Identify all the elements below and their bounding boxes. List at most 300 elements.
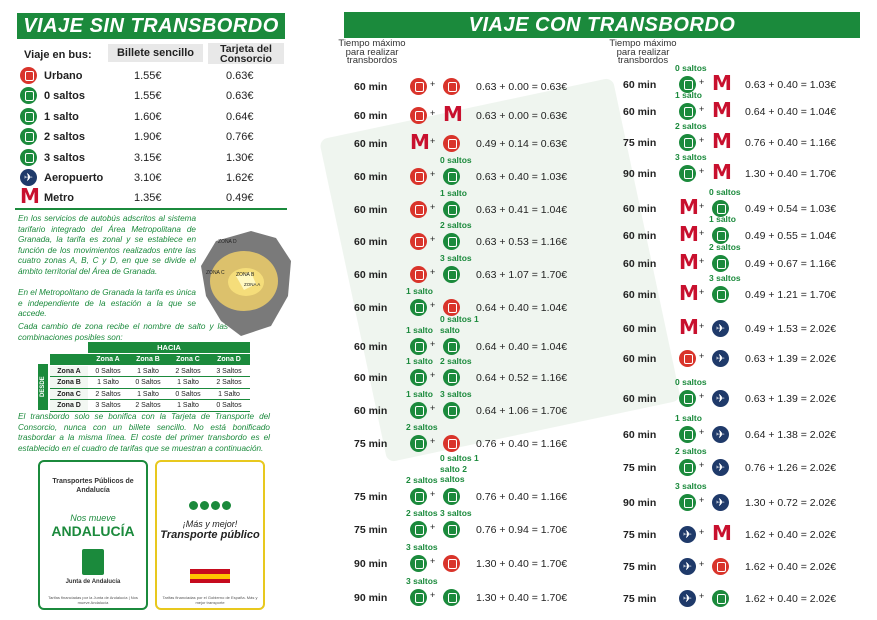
salto-label-b: 2 saltos <box>440 220 472 230</box>
col-billete: Billete sencillo <box>108 44 203 62</box>
metro-icon <box>712 76 729 93</box>
transfer-row <box>623 556 877 578</box>
logo1-slogan: Nos mueve <box>70 513 116 523</box>
transfer-row <box>623 318 877 340</box>
zone-header: Zona B <box>128 354 168 366</box>
transfer-calc: 0.49 + 0.55 = 1.04€ <box>745 230 837 242</box>
transfer-row <box>354 453 614 508</box>
plus-sign: + <box>699 166 705 176</box>
plane-icon <box>712 390 729 407</box>
plus-sign: + <box>430 202 436 212</box>
bus-green-icon <box>679 494 696 511</box>
transfer-row <box>354 314 614 358</box>
plus-sign: + <box>430 522 436 532</box>
zone-cell: Zona C <box>50 389 88 401</box>
fare-card: 0.63€ <box>226 70 254 82</box>
bus-green-icon <box>679 459 696 476</box>
transfer-calc: 0.64 + 1.06 = 1.70€ <box>476 405 568 417</box>
plus-sign: + <box>430 300 436 310</box>
fare-card: 1.30€ <box>226 151 254 164</box>
bus-red-icon <box>443 435 460 452</box>
bus-green-icon <box>443 521 460 538</box>
col-viaje: Viaje en bus: <box>24 49 92 61</box>
transfer-calc: 0.49 + 0.67 = 1.16€ <box>745 258 837 270</box>
bus-red-icon <box>443 78 460 95</box>
fare-card: 0.63€ <box>226 90 254 103</box>
salto-label-a: 2 saltos <box>406 475 438 485</box>
fare-row <box>18 188 286 208</box>
paragraph-transbordo: El transbordo solo se bonifica con la Tarjeta de Transporte del Consorcio, nunca con un billete sencillo. No está bonificado trasbordar a la misma línea. El coste del primer transbordo es el establecido en el cuadro de tarifas que se muestran a continuación. <box>18 412 270 453</box>
plus-sign: + <box>699 135 705 145</box>
transport-dots-icon <box>157 497 263 515</box>
plus-sign: + <box>699 527 705 537</box>
transfer-calc: 0.63 + 0.40 = 1.03€ <box>476 171 568 183</box>
bus-green-icon <box>20 128 37 145</box>
transfer-time: 90 min <box>623 168 657 180</box>
transfer-time: 60 min <box>354 341 388 353</box>
logo-gobierno-espana <box>155 460 265 610</box>
salto-label-a: 2 saltos <box>406 508 438 518</box>
fare-table <box>18 42 286 209</box>
transfer-row <box>354 105 614 127</box>
salto-label-a: 3 saltos <box>675 481 707 491</box>
bus-green-icon <box>20 108 37 125</box>
fare-row <box>18 127 286 147</box>
fare-single: 1.90€ <box>134 131 162 144</box>
zone-cell: 1 Salto <box>88 377 128 389</box>
metro-icon <box>443 107 460 124</box>
transfer-row <box>354 253 614 286</box>
bus-green-icon <box>410 299 427 316</box>
zone-header: Zona D <box>208 354 250 366</box>
zone-cell: 2 Saltos <box>208 377 250 389</box>
transfer-row <box>354 133 614 155</box>
salto-label-b: 0 saltos <box>709 187 741 197</box>
transfer-row <box>623 273 877 306</box>
transfer-row <box>623 63 877 96</box>
fare-row <box>18 107 286 127</box>
plus-sign: + <box>430 339 436 349</box>
transfer-calc: 1.62 + 0.40 = 2.02€ <box>745 561 837 573</box>
transfer-calc: 0.49 + 0.54 = 1.03€ <box>745 203 837 215</box>
paragraph-metro: En el Metropolitano de Granada la tarifa es única e independiente de la estación a la que se accede. <box>18 288 196 318</box>
bus-green-icon <box>443 233 460 250</box>
transfer-calc: 0.76 + 0.40 = 1.16€ <box>476 491 568 503</box>
metro-icon <box>712 103 729 120</box>
bus-green-icon <box>410 488 427 505</box>
transfer-calc: 0.49 + 1.53 = 2.02€ <box>745 323 837 335</box>
transfer-time: 90 min <box>354 592 388 604</box>
plane-icon <box>712 426 729 443</box>
bus-green-icon <box>443 402 460 419</box>
transfer-row <box>623 121 877 154</box>
transfer-time: 60 min <box>623 429 657 441</box>
transfer-row <box>354 542 614 575</box>
transfer-time: 75 min <box>623 529 657 541</box>
bus-red-icon <box>712 558 729 575</box>
plus-sign: + <box>699 104 705 114</box>
transfer-time: 60 min <box>623 353 657 365</box>
plus-sign: + <box>430 590 436 600</box>
transfer-calc: 0.63 + 1.07 = 1.70€ <box>476 269 568 281</box>
plus-sign: + <box>430 267 436 277</box>
fare-card: 0.76€ <box>226 131 254 144</box>
plus-sign: + <box>699 201 705 211</box>
salto-label-a: 2 saltos <box>406 422 438 432</box>
zone-cell: 0 Saltos <box>208 400 250 412</box>
metro-icon <box>410 135 427 152</box>
salto-label-b: 0 saltos <box>440 155 472 165</box>
transfer-time: 60 min <box>354 405 388 417</box>
salto-label-b: 0 saltos 1 salto 2 saltos <box>440 453 479 484</box>
fare-row <box>18 86 286 106</box>
transfer-calc: 0.63 + 0.41 = 1.04€ <box>476 204 568 216</box>
transfer-time: 60 min <box>623 230 657 242</box>
bus-green-icon <box>20 149 37 166</box>
title-con-transbordo: VIAJE CON TRANSBORDO <box>344 12 860 38</box>
fare-single: 1.60€ <box>134 110 162 123</box>
logo2-title: Transporte público <box>160 529 260 541</box>
bus-green-icon <box>712 255 729 272</box>
plus-sign: + <box>699 460 705 470</box>
fare-single: 1.55€ <box>134 90 162 103</box>
zone-table-desde: DESDE <box>38 364 48 410</box>
transfer-row <box>354 188 614 221</box>
bus-green-icon <box>410 369 427 386</box>
zone-cell: 1 Salto <box>208 389 250 401</box>
fare-label: 0 saltos <box>44 90 85 103</box>
salto-label-a: 3 saltos <box>406 542 438 552</box>
salto-label-a: 1 salto <box>675 413 702 423</box>
transfer-calc: 0.49 + 0.14 = 0.63€ <box>476 138 568 150</box>
plus-sign: + <box>699 287 705 297</box>
fare-single: 3.10€ <box>134 171 162 184</box>
bus-red-icon <box>410 201 427 218</box>
metro-icon <box>679 255 696 272</box>
transfer-time: 75 min <box>623 462 657 474</box>
transfer-row <box>623 242 877 275</box>
transfer-row <box>354 389 614 422</box>
zone-cell: 0 Saltos <box>88 366 128 378</box>
bus-green-icon <box>443 201 460 218</box>
zone-cell: 0 Saltos <box>168 389 208 401</box>
transfer-row <box>623 446 877 479</box>
fare-row <box>18 66 286 86</box>
transfer-time: 60 min <box>623 289 657 301</box>
plus-sign: + <box>430 169 436 179</box>
bus-red-icon <box>410 266 427 283</box>
bus-green-icon <box>679 426 696 443</box>
transfer-row <box>623 187 877 220</box>
bus-red-icon <box>410 107 427 124</box>
transfer-time: 75 min <box>623 561 657 573</box>
bus-green-icon <box>443 266 460 283</box>
plane-icon <box>679 526 696 543</box>
fare-label: 3 saltos <box>44 151 85 164</box>
transfer-row <box>354 422 614 455</box>
logo-junta-andalucia <box>38 460 148 610</box>
bus-green-icon <box>679 134 696 151</box>
transfer-row <box>623 90 877 123</box>
salto-label-b: 3 saltos <box>709 273 741 283</box>
salto-label-b: 2 saltos <box>440 356 472 366</box>
plane-icon <box>712 459 729 476</box>
transfer-row <box>354 220 614 253</box>
transfer-time: 60 min <box>354 236 388 248</box>
fare-label: Urbano <box>44 70 83 82</box>
metro-icon <box>679 200 696 217</box>
transfer-time: 60 min <box>354 269 388 281</box>
plane-icon <box>679 558 696 575</box>
plane-icon <box>712 350 729 367</box>
bus-red-icon <box>679 350 696 367</box>
salto-label-a: 1 salto <box>406 325 433 335</box>
plus-sign: + <box>699 427 705 437</box>
metro-icon <box>679 227 696 244</box>
transfer-time: 60 min <box>623 393 657 405</box>
zone-cell: 0 Saltos <box>128 377 168 389</box>
salto-label-b: 2 saltos <box>709 242 741 252</box>
transfer-time: 75 min <box>354 491 388 503</box>
column-header-right: Tiempo máximo para realizar transbordos <box>609 38 677 66</box>
transfer-row <box>623 377 877 410</box>
junta-emblem-icon <box>82 549 104 575</box>
zone-table <box>50 354 250 412</box>
plus-sign: + <box>699 351 705 361</box>
zone-table-hacia: HACIA <box>88 342 250 353</box>
transfer-time: 60 min <box>354 204 388 216</box>
transfer-calc: 0.49 + 1.21 = 1.70€ <box>745 289 837 301</box>
transfer-calc: 0.63 + 0.00 = 0.63€ <box>476 81 568 93</box>
fare-label: Aeropuerto <box>44 171 104 184</box>
transfer-time: 60 min <box>354 302 388 314</box>
transfer-time: 90 min <box>623 497 657 509</box>
bus-green-icon <box>443 168 460 185</box>
zone-cell: 1 Salto <box>168 377 208 389</box>
transfer-row <box>623 588 877 610</box>
transfer-calc: 0.64 + 0.40 = 1.04€ <box>745 106 837 118</box>
transfer-row <box>354 576 614 609</box>
transfer-calc: 0.64 + 1.38 = 2.02€ <box>745 429 837 441</box>
transfer-row <box>623 413 877 446</box>
salto-label-a: 2 saltos <box>675 121 707 131</box>
fare-label: 2 saltos <box>44 131 85 144</box>
plus-sign: + <box>699 77 705 87</box>
salto-label-b: 3 saltos <box>440 253 472 263</box>
logo2-footer: Tarifas financiadas por el Gobierno de España. Más y mejor transporte <box>162 595 258 605</box>
fare-card: 0.49€ <box>226 192 254 205</box>
transfer-calc: 1.30 + 0.40 = 1.70€ <box>476 558 568 570</box>
plus-sign: + <box>430 108 436 118</box>
paragraph-zonal: En los servicios de autobús adscritos al sistema tarifario integrado del Área Metropolitana de Granada, la tarifa es zonal y se establece en función de los movimientos realizados entre las cuatro zonas A, B, C y D, en que se divide el ámbito territorial del Área de Granada. <box>18 214 196 276</box>
bus-green-icon <box>679 165 696 182</box>
plus-sign: + <box>430 370 436 380</box>
plane-icon <box>679 590 696 607</box>
metro-icon <box>712 134 729 151</box>
transfer-time: 75 min <box>354 438 388 450</box>
salto-label-b: 0 saltos 1 salto <box>440 314 479 335</box>
transfer-time: 75 min <box>354 524 388 536</box>
fare-card: 0.64€ <box>226 110 254 123</box>
salto-label-a: 1 salto <box>406 389 433 399</box>
transfer-time: 60 min <box>354 138 388 150</box>
fare-table-header <box>18 42 286 66</box>
plane-icon <box>712 320 729 337</box>
transfer-calc: 0.76 + 1.26 = 2.02€ <box>745 462 837 474</box>
zone-cell: 1 Salto <box>128 389 168 401</box>
fare-row <box>18 148 286 168</box>
bus-red-icon <box>410 168 427 185</box>
zone-cell: 2 Saltos <box>168 366 208 378</box>
plus-sign: + <box>699 559 705 569</box>
transfer-calc: 1.30 + 0.40 = 1.70€ <box>476 592 568 604</box>
bus-green-icon <box>410 521 427 538</box>
transfer-row <box>623 481 877 514</box>
zone-cell: 2 Saltos <box>128 400 168 412</box>
transfer-time: 75 min <box>623 593 657 605</box>
spain-flag-icon <box>190 569 230 583</box>
zone-cell: Zona A <box>50 366 88 378</box>
plus-sign: + <box>430 234 436 244</box>
bus-green-icon <box>443 589 460 606</box>
transfer-calc: 0.76 + 0.94 = 1.70€ <box>476 524 568 536</box>
bus-green-icon <box>410 555 427 572</box>
logo1-title: Transportes Públicos de Andalucía <box>52 478 134 494</box>
transfer-calc: 0.63 + 1.39 = 2.02€ <box>745 393 837 405</box>
bus-green-icon <box>410 402 427 419</box>
column-header-left: Tiempo máximo para realizar transbordos <box>338 38 406 66</box>
bus-green-icon <box>712 286 729 303</box>
salto-label-b: 3 saltos <box>440 508 472 518</box>
plane-icon <box>712 494 729 511</box>
plus-sign: + <box>430 79 436 89</box>
zone-cell: 3 Saltos <box>208 366 250 378</box>
transfer-time: 60 min <box>623 79 657 91</box>
logo1-junta: Junta de Andalucía <box>65 579 121 585</box>
metro-icon <box>712 165 729 182</box>
plus-sign: + <box>430 403 436 413</box>
fare-single: 1.35€ <box>134 192 162 205</box>
salto-label-a: 0 saltos <box>675 63 707 73</box>
salto-label-a: 0 saltos <box>675 377 707 387</box>
transfer-calc: 0.63 + 0.53 = 1.16€ <box>476 236 568 248</box>
transfer-row <box>623 152 877 185</box>
transfer-time: 60 min <box>623 106 657 118</box>
fare-label: Metro <box>44 192 74 205</box>
transfer-row <box>623 214 877 247</box>
fare-single: 1.55€ <box>134 70 162 82</box>
salto-label-b: 3 saltos <box>440 389 472 399</box>
plus-sign: + <box>430 136 436 146</box>
transfer-time: 60 min <box>623 258 657 270</box>
transfer-time: 60 min <box>354 81 388 93</box>
transfer-time: 60 min <box>354 171 388 183</box>
fare-label: 1 salto <box>44 110 79 123</box>
bus-red-icon <box>443 135 460 152</box>
bus-green-icon <box>679 390 696 407</box>
transfer-calc: 0.64 + 0.40 = 1.04€ <box>476 341 568 353</box>
zone-map <box>196 226 296 338</box>
transfer-time: 75 min <box>623 137 657 149</box>
logo2-slogan: ¡Más y mejor! <box>182 519 238 529</box>
salto-label-a: 1 salto <box>675 90 702 100</box>
bus-green-icon <box>20 87 37 104</box>
metro-icon <box>679 320 696 337</box>
transfer-row <box>354 76 614 98</box>
bus-green-icon <box>443 338 460 355</box>
plus-sign: + <box>430 489 436 499</box>
bus-red-icon <box>20 67 37 84</box>
fare-row <box>18 168 286 188</box>
transfer-calc: 0.76 + 0.40 = 1.16€ <box>745 137 837 149</box>
zone-cell: 2 Saltos <box>88 389 128 401</box>
transfer-calc: 0.64 + 0.52 = 1.16€ <box>476 372 568 384</box>
plus-sign: + <box>430 436 436 446</box>
transfer-row <box>354 286 614 319</box>
map-label-b: ZONA B <box>236 272 255 278</box>
transfer-row <box>623 348 877 370</box>
map-label-a: ZONA A <box>244 282 261 287</box>
transfer-calc: 1.62 + 0.40 = 2.02€ <box>745 593 837 605</box>
plus-sign: + <box>699 256 705 266</box>
zone-cell: Zona B <box>50 377 88 389</box>
transfer-calc: 1.30 + 0.40 = 1.70€ <box>745 168 837 180</box>
transfer-time: 90 min <box>354 558 388 570</box>
zone-cell: 3 Saltos <box>88 400 128 412</box>
salto-label-b: 1 salto <box>709 214 736 224</box>
bus-green-icon <box>443 369 460 386</box>
bus-red-icon <box>443 555 460 572</box>
logo1-andalucia: ANDALUCÍA <box>51 523 135 539</box>
transfer-calc: 0.63 + 1.39 = 2.02€ <box>745 353 837 365</box>
transfer-calc: 1.30 + 0.72 = 2.02€ <box>745 497 837 509</box>
logo1-footer: Tarifas financiadas por la Junta de Andalucía | Nos mueve Andalucía <box>48 595 138 605</box>
salto-label-a: 3 saltos <box>675 152 707 162</box>
transfer-row <box>623 524 877 546</box>
metro-icon <box>20 189 37 206</box>
metro-icon <box>712 526 729 543</box>
bus-red-icon <box>410 233 427 250</box>
transfer-row <box>354 155 614 188</box>
plus-sign: + <box>699 495 705 505</box>
title-sin-transbordo: VIAJE SIN TRANSBORDO <box>17 13 285 39</box>
zone-header <box>50 354 88 366</box>
plus-sign: + <box>699 228 705 238</box>
bus-green-icon <box>443 488 460 505</box>
transfer-calc: 0.63 + 0.40 = 1.03€ <box>745 79 837 91</box>
fare-single: 3.15€ <box>134 151 162 164</box>
fare-card: 1.62€ <box>226 171 254 184</box>
transfer-time: 60 min <box>354 372 388 384</box>
transfer-calc: 0.64 + 0.40 = 1.04€ <box>476 302 568 314</box>
zone-header: Zona A <box>88 354 128 366</box>
salto-label-a: 1 salto <box>406 286 433 296</box>
transfer-time: 60 min <box>623 203 657 215</box>
zone-cell: 1 Salto <box>128 366 168 378</box>
zone-cell: Zona D <box>50 400 88 412</box>
bus-red-icon <box>410 78 427 95</box>
salto-label-a: 2 saltos <box>675 446 707 456</box>
transfer-calc: 1.62 + 0.40 = 2.02€ <box>745 529 837 541</box>
transfer-calc: 0.76 + 0.40 = 1.16€ <box>476 438 568 450</box>
zone-header: Zona C <box>168 354 208 366</box>
transfer-calc: 0.63 + 0.00 = 0.63€ <box>476 110 568 122</box>
plus-sign: + <box>699 391 705 401</box>
transfer-row <box>354 508 614 541</box>
map-label-d: ZONA D <box>218 239 237 245</box>
salto-label-b: 1 salto <box>440 188 467 198</box>
plus-sign: + <box>699 321 705 331</box>
